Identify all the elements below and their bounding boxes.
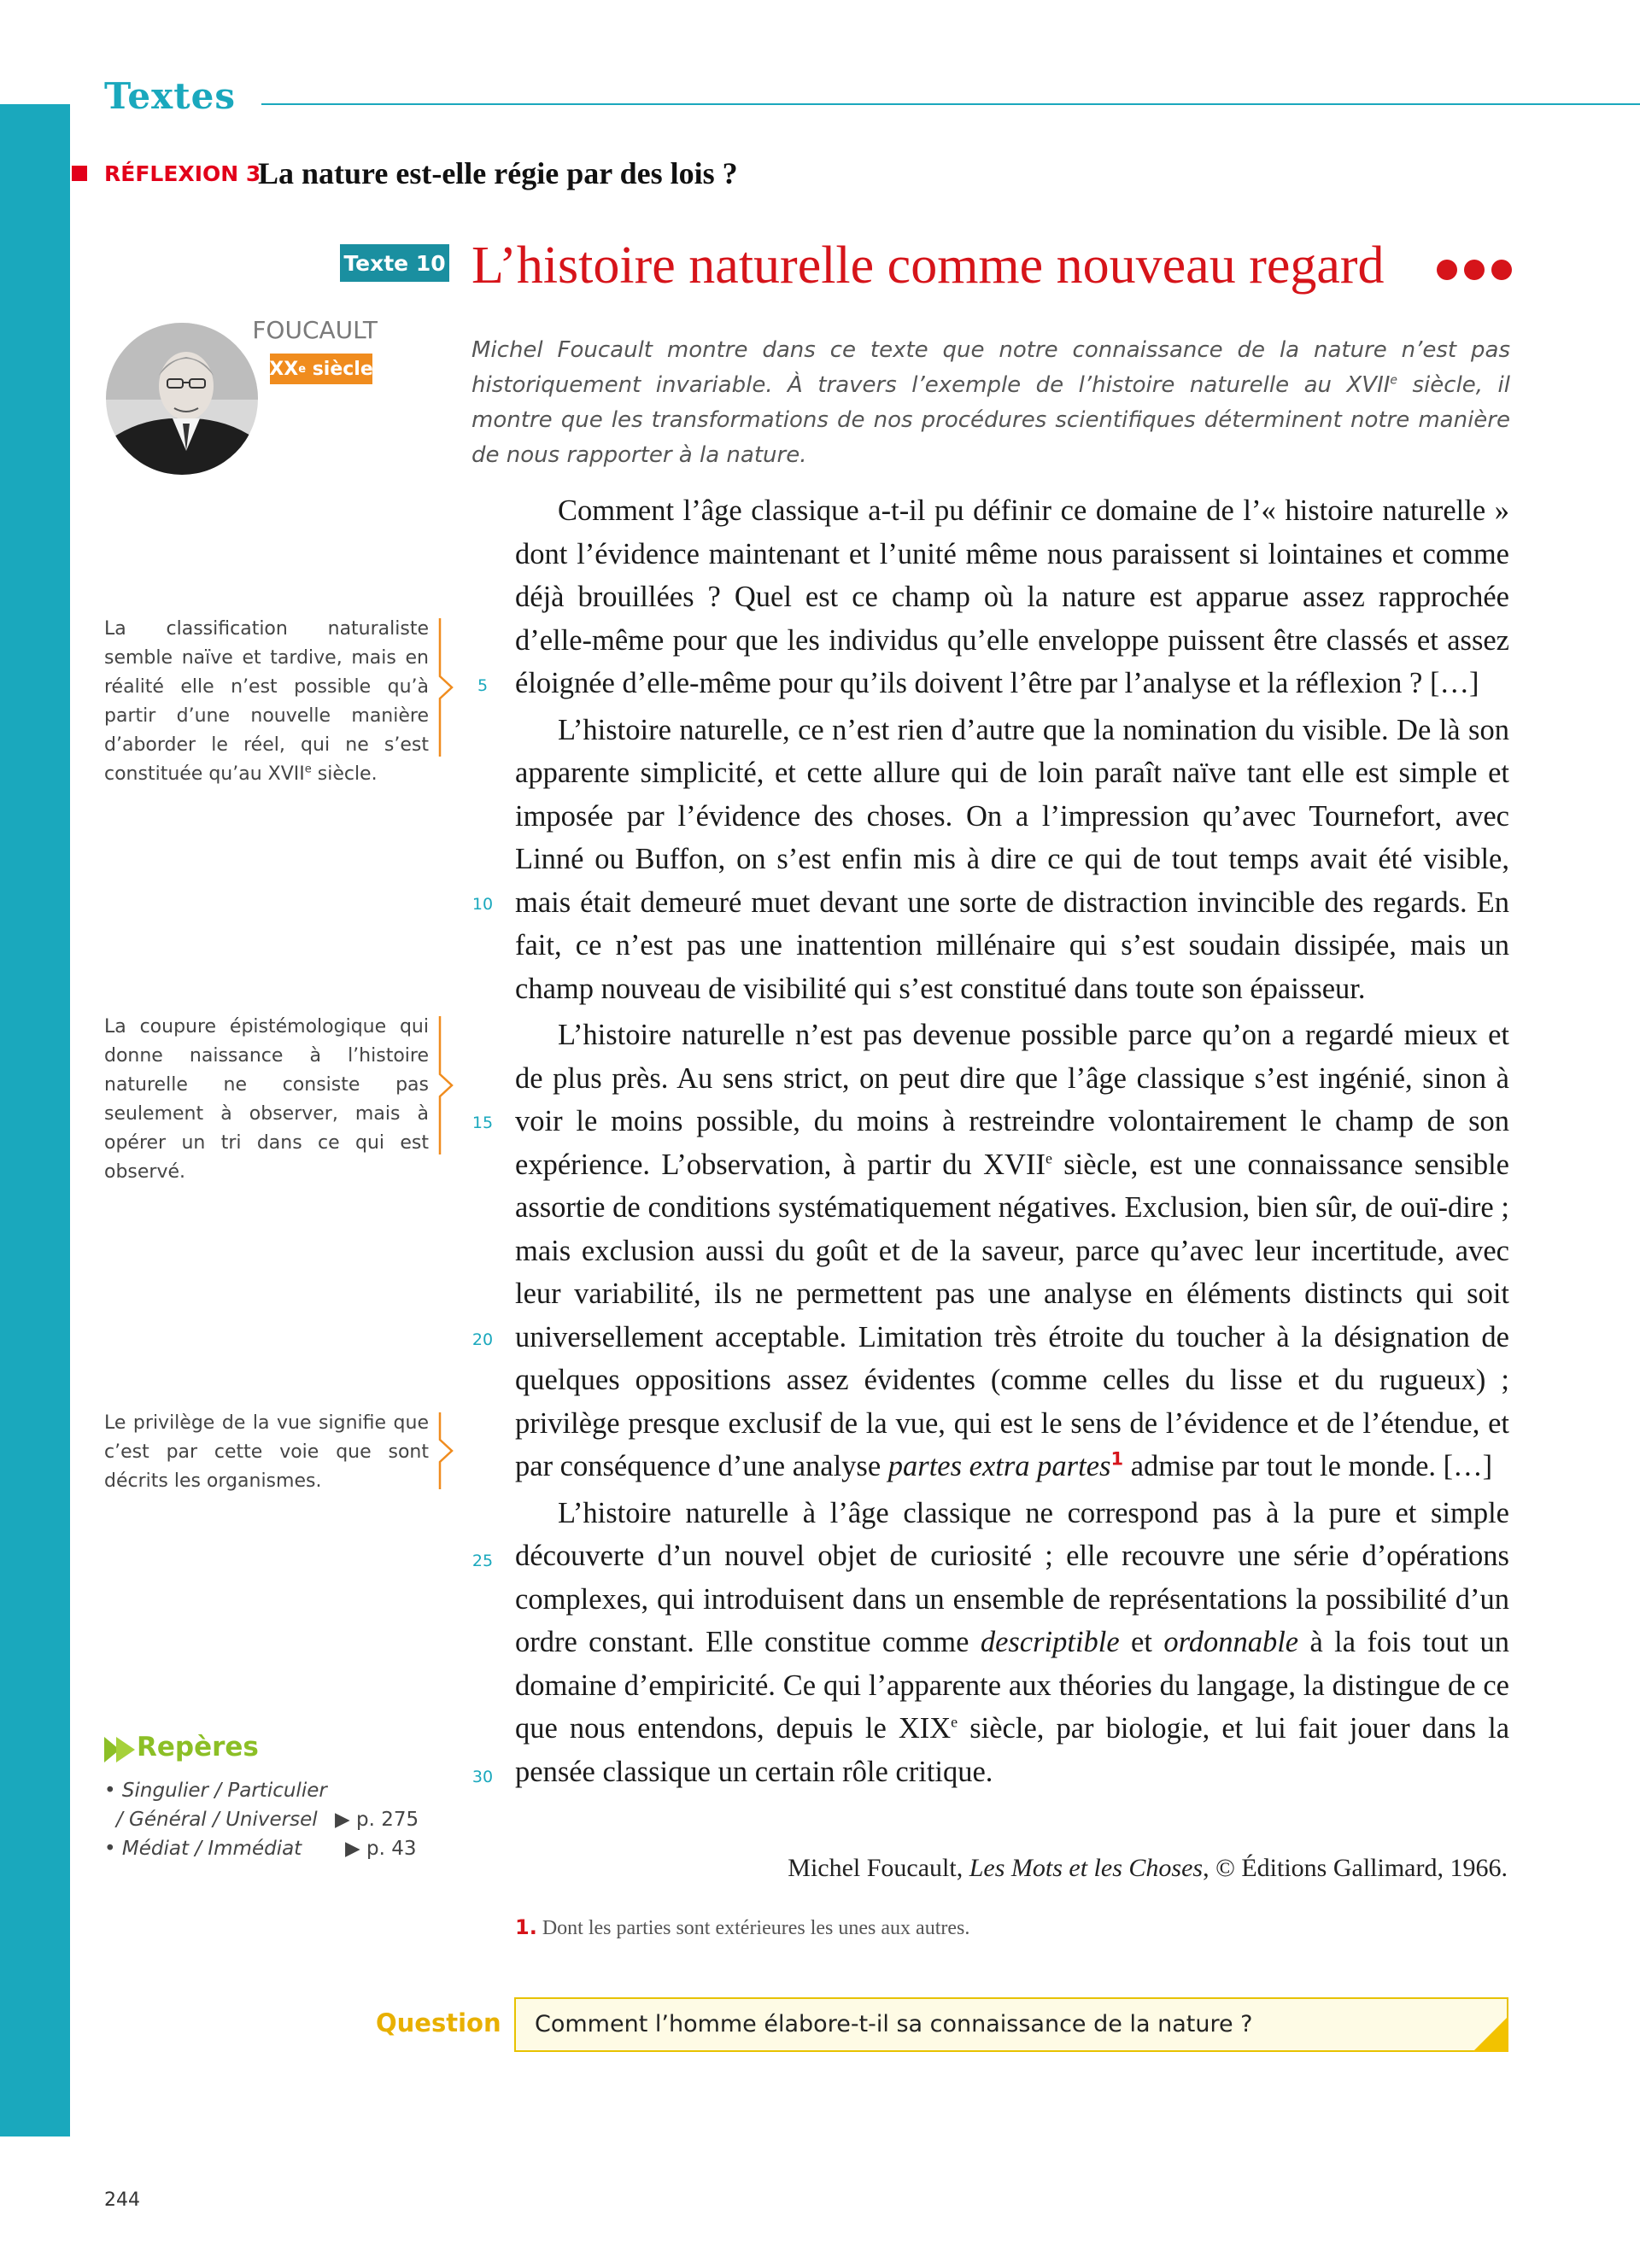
- superscript: e: [951, 1713, 958, 1731]
- margin-note: Le privilège de la vue signifie que c’est par cette voie que sont décrits les organismes.: [104, 1412, 429, 1492]
- reperes-item: [104, 1834, 446, 1863]
- reperes-item-label: • Médiat / Immédiat: [104, 1838, 302, 1860]
- reperes-list: [104, 1776, 446, 1863]
- text-run: siècle, est une connaissance sensible assortie de conditions systématiquement négatives. Exclusion, bien sûr, de ouï-dire ; mais exclusion aussi du goût et de la saveur, parce qu’avec leur incertitude, avec leur variabilité, ils ne permettent pas une analyse en éléments distincts qui soit universellement acceptable. Limitation très étroite du toucher à la désignation de quelques oppositions assez évidentes (comme celles du lisse et du rugueux) ; privilège presque exclusif de la vue, qui est le sens de l’évidence et de l’étendue, et par conséquence d’une analyse: [515, 1148, 1509, 1482]
- question-box: [514, 1997, 1508, 2052]
- footnote: [515, 1915, 969, 1940]
- page-title: L’histoire naturelle comme nouveau regard: [472, 237, 1385, 295]
- paragraph: [515, 1014, 1509, 1488]
- century-superscript: e: [298, 362, 307, 376]
- superscript: e: [1045, 1149, 1052, 1166]
- century-text: XX: [269, 358, 299, 380]
- reperes-page-link[interactable]: ▶ p. 43: [345, 1838, 417, 1860]
- text-run: et: [1119, 1626, 1164, 1658]
- text-run: à la fois tout un domaine d’empiricité. Ce qui l’apparente aux théories du langage, la distingue de ce que nous entendons, depuis le XIX: [515, 1626, 1509, 1745]
- footnote-text: Dont les parties sont extérieures les unes aux autres.: [536, 1917, 970, 1939]
- reperes-item-label: • Singulier / Particulier: [104, 1780, 327, 1802]
- text-run: L’histoire naturelle à l’âge classique ne correspond pas à la pure et simple découverte d’un nouvel objet de curiosité ; elle recouvre une série d’opérations complexes, qui introduisent dans un ensemble de représentations la possibilité d’un ordre constant. Elle constitue comme: [515, 1496, 1509, 1658]
- margin-bracket-icon: [437, 1014, 454, 1156]
- reperes-item: [104, 1805, 446, 1834]
- margin-note: La coupure épistémologique qui donne naissance à l’histoire naturelle ne consiste pas seulement à observer, mais à opérer un tri dans ce qui est observé.: [104, 1016, 429, 1183]
- citation-work: Les Mots et les Choses: [969, 1854, 1204, 1882]
- note-text: siècle.: [311, 763, 378, 785]
- section-header-title: Textes: [104, 75, 236, 117]
- citation-copyright: , © Éditions Gallimard, 1966.: [1203, 1854, 1508, 1882]
- latin-phrase: partes extra partes: [887, 1450, 1111, 1482]
- question-text: Comment l’homme élabore-t-il sa connaissance de la nature ?: [535, 2011, 1253, 2037]
- intro-part: Michel Foucault montre dans ce texte que notre connaissance de la nature n’est pas historiquement invariable. À travers l’exemple de l’histoire naturelle au XVII: [472, 337, 1510, 398]
- reperes-page-link[interactable]: ▶ p. 275: [335, 1809, 419, 1831]
- reperes-arrow-icon: [104, 1737, 135, 1762]
- reflexion-marker: [72, 166, 87, 181]
- side-color-bar: [0, 104, 70, 2136]
- paragraph: [515, 1492, 1509, 1794]
- margin-bracket-icon: [437, 617, 454, 758]
- main-text: [515, 489, 1509, 1797]
- difficulty-dot: [1464, 260, 1485, 280]
- note-text: La classification naturaliste semble naïve et tardive, mais en réalité elle n’est possible qu’à partir d’une nouvelle manière d’aborder le réel, qui ne s’est constituée qu’au XVII: [104, 618, 429, 785]
- author-portrait: [106, 323, 258, 475]
- header-divider: [261, 103, 1640, 105]
- reflexion-title: La nature est-elle régie par des lois ?: [258, 156, 738, 190]
- citation-author: Michel Foucault,: [788, 1854, 969, 1882]
- line-number: 15: [472, 1114, 494, 1132]
- text-run: L’histoire naturelle n’est pas devenue possible parce qu’on a regardé mieux et de plus près. Au sens strict, on peut dire que l’âge classique s’est ingénié, sinon à voir le moins possible, du moins à restreindre volontairement le champ de son expérience. L’observation, à partir du XVII: [515, 1019, 1509, 1181]
- intro-superscript: e: [1390, 373, 1398, 388]
- note-superscript: e: [304, 763, 312, 776]
- line-number: 25: [472, 1552, 494, 1570]
- difficulty-dot: [1491, 260, 1512, 280]
- margin-bracket-icon: [437, 1411, 454, 1491]
- reflexion-label: RÉFLEXION 3: [104, 161, 261, 186]
- text-run: siècle, par biologie, et lui fait jouer dans la pensée classique un certain rôle critique.: [515, 1712, 1510, 1788]
- margin-note: [104, 615, 429, 789]
- century-suffix: siècle: [306, 358, 373, 380]
- emphasis: ordonnable: [1163, 1626, 1299, 1658]
- line-number: 30: [472, 1768, 494, 1786]
- citation: [788, 1854, 1508, 1883]
- line-number: 5: [477, 676, 489, 695]
- line-number: 10: [472, 895, 494, 914]
- difficulty-dots: [1437, 260, 1512, 280]
- footnote-number: 1.: [515, 1915, 537, 1939]
- intro-part: siècle, il montre que les transformations de nos procédures scientifiques déterminent notre manière de nous rapporter à la nature.: [472, 372, 1510, 468]
- paragraph: Comment l’âge classique a-t-il pu définir ce domaine de l’« histoire naturelle » dont l’évidence maintenant et l’unité même nous paraissent si lointaines et comme déjà brouillées ? Quel est ce champ où la nature est apparue assez rapprochée d’elle-même pour que les individus qu’elle enveloppe puissent être classés et assez éloignée d’elle-même pour qu’ils doivent l’être par l’analyse et la réflexion ? […]: [515, 494, 1509, 699]
- page-number: 244: [104, 2189, 140, 2211]
- corner-fold-icon: [1473, 2016, 1508, 2052]
- footnote-reference[interactable]: 1: [1110, 1448, 1124, 1470]
- paragraph: L’histoire naturelle, ce n’est rien d’autre que la nomination du visible. De là son apparente simplicité, et cette allure qui de loin paraît naïve tant elle est simple et imposée par l’évidence des choses. On a l’impression qu’avec Tournefort, avec Linné ou Buffon, on s’est enfin mis à dire ce qui de tout temps avait été visible, mais était demeuré muet devant une sorte de distraction invincible des regards. En fait, ce n’est pas une inattention millénaire qui s’est soudain dissipée, mais un champ nouveau de visibilité qui s’est constitué dans toute son épaisseur.: [515, 713, 1509, 1005]
- century-badge: [270, 354, 372, 384]
- intro-text: [472, 333, 1510, 473]
- reperes-title: Repères: [137, 1732, 259, 1762]
- question-label: Question: [376, 2008, 501, 2037]
- reperes-item: [104, 1776, 446, 1805]
- line-number: 20: [472, 1330, 494, 1349]
- author-name: FOUCAULT: [252, 316, 378, 344]
- text-number-badge: Texte 10: [340, 244, 449, 282]
- reperes-item-label: / Général / Universel: [116, 1809, 318, 1831]
- emphasis: descriptible: [980, 1626, 1120, 1658]
- text-run: admise par tout le monde. […]: [1123, 1450, 1493, 1482]
- difficulty-dot: [1437, 260, 1457, 280]
